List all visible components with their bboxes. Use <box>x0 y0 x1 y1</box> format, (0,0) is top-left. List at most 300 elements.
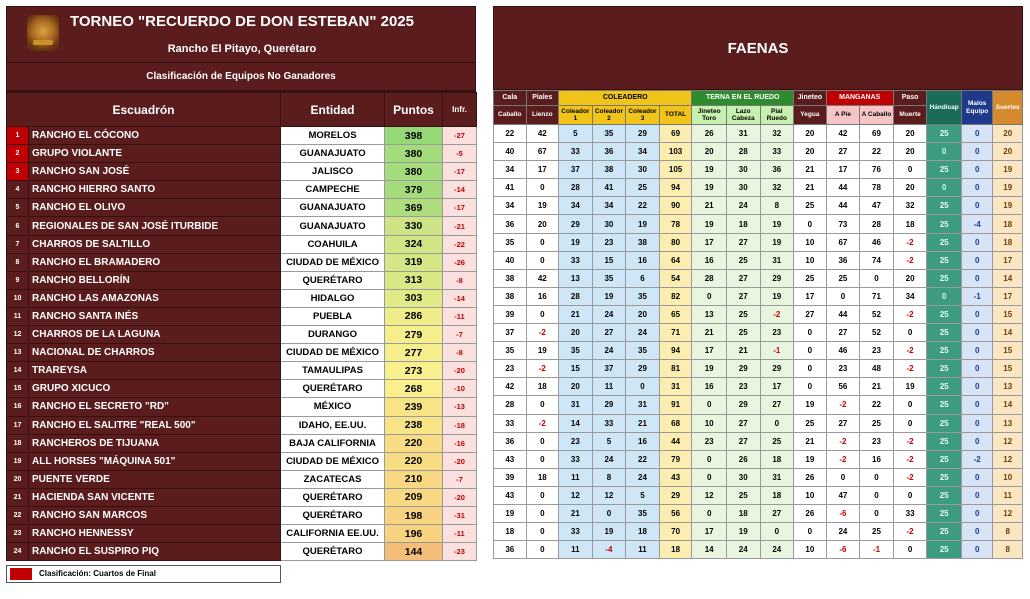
standings-row <box>7 253 477 271</box>
piales-lienzo-cell: 42 <box>526 125 559 143</box>
standings-row <box>7 271 477 289</box>
coleadero-total-cell: 31 <box>659 378 692 396</box>
rank-cell: 13 <box>7 344 29 362</box>
paso-muerte-cell: 19 <box>893 378 927 396</box>
faenas-row <box>494 414 1023 432</box>
mangana-caballo-cell: 0 <box>860 269 894 287</box>
faenas-row <box>494 215 1023 233</box>
paso-muerte-cell: 20 <box>893 269 927 287</box>
team-infracciones: -7 <box>443 470 477 488</box>
coleadero-total-cell: 91 <box>659 396 692 414</box>
tournament-venue: Rancho El Pitayo, Querétaro <box>167 43 317 55</box>
suertes-cell: 19 <box>993 197 1023 215</box>
team-infracciones: -18 <box>443 416 477 434</box>
mangana-pie-cell: -2 <box>826 396 860 414</box>
jineteo-yegua-cell: 25 <box>794 414 827 432</box>
faenas-row <box>494 143 1023 161</box>
coleador-3-cell: 38 <box>626 233 660 251</box>
suertes-cell: 12 <box>993 504 1023 522</box>
mangana-caballo-cell: 52 <box>860 324 894 342</box>
team-puntos: 286 <box>385 307 443 325</box>
pial-ruedo-cell: 8 <box>760 197 794 215</box>
coleadero-total-cell: 68 <box>659 414 692 432</box>
coleador-3-cell: 18 <box>626 523 660 541</box>
piales-lienzo-cell: 0 <box>526 396 559 414</box>
team-infracciones: -16 <box>443 434 477 452</box>
mangana-pie-cell: 25 <box>826 269 860 287</box>
team-puntos: 196 <box>385 525 443 543</box>
pial-ruedo-cell: 18 <box>760 486 794 504</box>
cala-caballo-cell: 18 <box>494 523 527 541</box>
paso-muerte-cell: 0 <box>893 486 927 504</box>
standings-row <box>7 506 477 524</box>
jineteo-toro-cell: 0 <box>692 450 727 468</box>
coleador-3-cell: 25 <box>626 179 660 197</box>
coleador-2-cell: -4 <box>592 541 626 559</box>
cala-caballo-cell: 35 <box>494 233 527 251</box>
rank-cell: 18 <box>7 434 29 452</box>
piales-lienzo-cell: 67 <box>526 143 559 161</box>
team-infracciones: -13 <box>443 398 477 416</box>
team-entidad: CALIFORNIA EE.UU. <box>281 525 385 543</box>
suertes-cell: 14 <box>993 269 1023 287</box>
coleadero-total-cell: 44 <box>659 432 692 450</box>
coleador-2-cell: 33 <box>592 414 626 432</box>
team-name: RANCHO HENNESSY <box>29 525 281 543</box>
coleadero-total-cell: 103 <box>659 143 692 161</box>
malos-equipo-cell: -1 <box>961 287 993 305</box>
standings-row <box>7 199 477 217</box>
malos-equipo-cell: 0 <box>961 161 993 179</box>
coleador-3-cell: 24 <box>626 324 660 342</box>
faenas-row <box>494 305 1023 323</box>
piales-lienzo-cell: 0 <box>526 450 559 468</box>
jineteo-yegua-cell: 0 <box>794 360 827 378</box>
handicap-cell: 25 <box>927 269 962 287</box>
coleador-1-cell: 28 <box>559 287 593 305</box>
coleador-2-cell: 27 <box>592 324 626 342</box>
mangana-pie-cell: 17 <box>826 161 860 179</box>
piales-lienzo-cell: -2 <box>526 414 559 432</box>
cala-caballo-cell: 36 <box>494 215 527 233</box>
team-infracciones: -20 <box>443 488 477 506</box>
coleador-3-cell: 29 <box>626 360 660 378</box>
faenas-row <box>494 251 1023 269</box>
team-name: RANCHO EL BRAMADERO <box>29 253 281 271</box>
coleadero-total-cell: 80 <box>659 233 692 251</box>
coleador-1-cell: 19 <box>559 233 593 251</box>
piales-lienzo-cell: -2 <box>526 360 559 378</box>
hdr-jineteo-bot: Yegua <box>794 106 827 125</box>
paso-muerte-cell: 0 <box>893 396 927 414</box>
coleador-2-cell: 15 <box>592 251 626 269</box>
standings-row <box>7 127 477 145</box>
cala-caballo-cell: 22 <box>494 125 527 143</box>
coleadero-total-cell: 90 <box>659 197 692 215</box>
coleador-2-cell: 37 <box>592 360 626 378</box>
team-name: RANCHO EL SUSPIRO PIQ <box>29 543 281 561</box>
coleador-2-cell: 12 <box>592 486 626 504</box>
hdr-mangana-caballo: A Caballo <box>860 106 894 125</box>
team-entidad: QUERÉTARO <box>281 380 385 398</box>
piales-lienzo-cell: 16 <box>526 287 559 305</box>
jineteo-yegua-cell: 10 <box>794 486 827 504</box>
team-entidad: JALISCO <box>281 163 385 181</box>
paso-muerte-cell: 33 <box>893 504 927 522</box>
mangana-caballo-cell: 23 <box>860 432 894 450</box>
team-entidad: IDAHO, EE.UU. <box>281 416 385 434</box>
mangana-caballo-cell: 46 <box>860 233 894 251</box>
standings-row <box>7 452 477 470</box>
coleador-1-cell: 12 <box>559 486 593 504</box>
jineteo-yegua-cell: 0 <box>794 215 827 233</box>
piales-lienzo-cell: 0 <box>526 486 559 504</box>
jineteo-yegua-cell: 0 <box>794 342 827 360</box>
team-entidad: GUANAJUATO <box>281 145 385 163</box>
piales-lienzo-cell: -2 <box>526 324 559 342</box>
team-puntos: 380 <box>385 145 443 163</box>
standings-row <box>7 217 477 235</box>
team-infracciones: -11 <box>443 525 477 543</box>
coleador-2-cell: 8 <box>592 468 626 486</box>
coleadero-total-cell: 69 <box>659 125 692 143</box>
suertes-cell: 8 <box>993 541 1023 559</box>
standings-row <box>7 181 477 199</box>
standings-row <box>7 163 477 181</box>
suertes-cell: 12 <box>993 450 1023 468</box>
team-name: RANCHO SAN JOSÉ <box>29 163 281 181</box>
hdr-lazo-cabeza: Lazo Cabeza <box>726 106 760 125</box>
jineteo-toro-cell: 17 <box>692 233 727 251</box>
mangana-pie-cell: -2 <box>826 432 860 450</box>
coleador-2-cell: 24 <box>592 305 626 323</box>
coleadero-total-cell: 18 <box>659 541 692 559</box>
coleador-3-cell: 11 <box>626 541 660 559</box>
rank-cell: 3 <box>7 163 29 181</box>
suertes-cell: 15 <box>993 360 1023 378</box>
team-puntos: 144 <box>385 543 443 561</box>
mangana-pie-cell: 27 <box>826 414 860 432</box>
col-infracciones: Infr. <box>443 93 477 127</box>
group-terna: TERNA EN EL RUEDO <box>692 91 794 106</box>
handicap-cell: 25 <box>927 215 962 233</box>
coleador-2-cell: 19 <box>592 287 626 305</box>
team-name: NACIONAL DE CHARROS <box>29 344 281 362</box>
mangana-caballo-cell: 48 <box>860 360 894 378</box>
suertes-cell: 19 <box>993 161 1023 179</box>
coleador-1-cell: 5 <box>559 125 593 143</box>
standings-row <box>7 362 477 380</box>
suertes-cell: 11 <box>993 486 1023 504</box>
handicap-cell: 25 <box>927 197 962 215</box>
faenas-table <box>493 90 1023 559</box>
pial-ruedo-cell: 18 <box>760 450 794 468</box>
pial-ruedo-cell: 36 <box>760 161 794 179</box>
faenas-row <box>494 486 1023 504</box>
coleador-3-cell: 6 <box>626 269 660 287</box>
pial-ruedo-cell: 33 <box>760 143 794 161</box>
jineteo-toro-cell: 13 <box>692 305 727 323</box>
coleador-3-cell: 30 <box>626 161 660 179</box>
malos-equipo-cell: 0 <box>961 378 993 396</box>
lazo-cabeza-cell: 26 <box>726 450 760 468</box>
jineteo-yegua-cell: 0 <box>794 523 827 541</box>
team-infracciones: -8 <box>443 271 477 289</box>
standings-row <box>7 398 477 416</box>
hdr-malos-equipo: Malos Equipo <box>961 91 993 125</box>
malos-equipo-cell: 0 <box>961 523 993 541</box>
mangana-caballo-cell: 16 <box>860 450 894 468</box>
team-puntos: 198 <box>385 506 443 524</box>
mangana-pie-cell: 27 <box>826 143 860 161</box>
mangana-caballo-cell: 22 <box>860 396 894 414</box>
jineteo-toro-cell: 23 <box>692 432 727 450</box>
coleador-2-cell: 36 <box>592 143 626 161</box>
coleador-2-cell: 19 <box>592 523 626 541</box>
handicap-cell: 25 <box>927 504 962 522</box>
pial-ruedo-cell: 29 <box>760 360 794 378</box>
coleadero-total-cell: 64 <box>659 251 692 269</box>
coleadero-total-cell: 56 <box>659 504 692 522</box>
coleador-2-cell: 24 <box>592 342 626 360</box>
coleadero-total-cell: 81 <box>659 360 692 378</box>
coleador-1-cell: 20 <box>559 378 593 396</box>
rank-cell: 20 <box>7 470 29 488</box>
cala-caballo-cell: 36 <box>494 432 527 450</box>
rank-cell: 11 <box>7 307 29 325</box>
coleador-3-cell: 16 <box>626 251 660 269</box>
coleador-1-cell: 14 <box>559 414 593 432</box>
mangana-caballo-cell: 22 <box>860 143 894 161</box>
coleador-3-cell: 35 <box>626 504 660 522</box>
malos-equipo-cell: 0 <box>961 541 993 559</box>
paso-muerte-cell: -2 <box>893 468 927 486</box>
coleadero-total-cell: 65 <box>659 305 692 323</box>
standings-row <box>7 145 477 163</box>
coleador-1-cell: 31 <box>559 396 593 414</box>
team-entidad: ZACATECAS <box>281 470 385 488</box>
section-title: Clasificación de Equipos No Ganadores <box>7 63 475 91</box>
jineteo-yegua-cell: 19 <box>794 396 827 414</box>
suertes-cell: 19 <box>993 179 1023 197</box>
mangana-caballo-cell: 76 <box>860 161 894 179</box>
team-infracciones: -20 <box>443 452 477 470</box>
team-infracciones: -10 <box>443 380 477 398</box>
malos-equipo-cell: 0 <box>961 251 993 269</box>
malos-equipo-cell: -2 <box>961 450 993 468</box>
piales-lienzo-cell: 17 <box>526 161 559 179</box>
coleador-2-cell: 38 <box>592 161 626 179</box>
lazo-cabeza-cell: 21 <box>726 342 760 360</box>
mangana-pie-cell: 44 <box>826 305 860 323</box>
team-name: CHARROS DE LA LAGUNA <box>29 326 281 344</box>
handicap-cell: 25 <box>927 378 962 396</box>
mangana-caballo-cell: 28 <box>860 215 894 233</box>
team-entidad: COAHUILA <box>281 235 385 253</box>
coleador-2-cell: 35 <box>592 269 626 287</box>
piales-lienzo-cell: 18 <box>526 378 559 396</box>
standings-header <box>6 6 476 92</box>
mangana-pie-cell: -6 <box>826 541 860 559</box>
pial-ruedo-cell: 31 <box>760 468 794 486</box>
cala-caballo-cell: 34 <box>494 197 527 215</box>
faenas-row <box>494 541 1023 559</box>
lazo-cabeza-cell: 19 <box>726 523 760 541</box>
jineteo-toro-cell: 17 <box>692 523 727 541</box>
pial-ruedo-cell: 27 <box>760 396 794 414</box>
coleador-2-cell: 0 <box>592 504 626 522</box>
pial-ruedo-cell: -1 <box>760 342 794 360</box>
handicap-cell: 25 <box>927 396 962 414</box>
faenas-title: FAENAS <box>493 6 1023 90</box>
handicap-cell: 25 <box>927 523 962 541</box>
team-entidad: QUERÉTARO <box>281 506 385 524</box>
mangana-pie-cell: 47 <box>826 486 860 504</box>
rank-cell: 4 <box>7 181 29 199</box>
coleador-2-cell: 34 <box>592 197 626 215</box>
team-name: PUENTE VERDE <box>29 470 281 488</box>
faenas-row <box>494 450 1023 468</box>
paso-muerte-cell: -2 <box>893 360 927 378</box>
malos-equipo-cell: 0 <box>961 432 993 450</box>
lazo-cabeza-cell: 24 <box>726 197 760 215</box>
cala-caballo-cell: 37 <box>494 324 527 342</box>
mangana-caballo-cell: 0 <box>860 468 894 486</box>
rank-cell: 2 <box>7 145 29 163</box>
team-entidad: TAMAULIPAS <box>281 362 385 380</box>
mangana-caballo-cell: 69 <box>860 125 894 143</box>
jineteo-toro-cell: 19 <box>692 360 727 378</box>
faenas-row <box>494 161 1023 179</box>
coleador-1-cell: 28 <box>559 179 593 197</box>
piales-lienzo-cell: 0 <box>526 432 559 450</box>
coleador-1-cell: 33 <box>559 251 593 269</box>
jineteo-yegua-cell: 27 <box>794 305 827 323</box>
hdr-pial-ruedo: Pial Ruedo <box>760 106 794 125</box>
suertes-cell: 15 <box>993 342 1023 360</box>
rank-cell: 12 <box>7 326 29 344</box>
coleador-2-cell: 29 <box>592 396 626 414</box>
cala-caballo-cell: 40 <box>494 251 527 269</box>
suertes-cell: 14 <box>993 396 1023 414</box>
rank-cell: 19 <box>7 452 29 470</box>
rank-cell: 9 <box>7 271 29 289</box>
col-entidad: Entidad <box>281 93 385 127</box>
team-infracciones: -21 <box>443 217 477 235</box>
hdr-piales-bot: Lienzo <box>526 106 559 125</box>
team-puntos: 379 <box>385 181 443 199</box>
team-entidad: CIUDAD DE MÉXICO <box>281 452 385 470</box>
team-name: RANCHO EL OLIVO <box>29 199 281 217</box>
jineteo-yegua-cell: 25 <box>794 197 827 215</box>
paso-muerte-cell: 0 <box>893 541 927 559</box>
lazo-cabeza-cell: 30 <box>726 161 760 179</box>
mangana-pie-cell: 56 <box>826 378 860 396</box>
standings-row <box>7 235 477 253</box>
suertes-cell: 13 <box>993 414 1023 432</box>
cala-caballo-cell: 43 <box>494 486 527 504</box>
lazo-cabeza-cell: 27 <box>726 287 760 305</box>
hdr-jineteo-top: Jineteo <box>794 91 827 106</box>
mangana-caballo-cell: 23 <box>860 342 894 360</box>
malos-equipo-cell: 0 <box>961 486 993 504</box>
cala-caballo-cell: 34 <box>494 161 527 179</box>
team-name: RANCHO HIERRO SANTO <box>29 181 281 199</box>
coleador-3-cell: 5 <box>626 486 660 504</box>
standings-row <box>7 543 477 561</box>
coleador-1-cell: 11 <box>559 541 593 559</box>
team-puntos: 279 <box>385 326 443 344</box>
lazo-cabeza-cell: 25 <box>726 486 760 504</box>
malos-equipo-cell: 0 <box>961 143 993 161</box>
faenas-row <box>494 324 1023 342</box>
group-manganas: MANGANAS <box>826 91 893 106</box>
team-name: TRAREYSA <box>29 362 281 380</box>
mangana-caballo-cell: 47 <box>860 197 894 215</box>
coleador-1-cell: 13 <box>559 269 593 287</box>
jineteo-yegua-cell: 0 <box>794 324 827 342</box>
hdr-coleador-3: Coleador 3 <box>626 106 660 125</box>
handicap-cell: 0 <box>927 143 962 161</box>
piales-lienzo-cell: 0 <box>526 305 559 323</box>
team-name: HACIENDA SAN VICENTE <box>29 488 281 506</box>
team-name: ALL HORSES "MÁQUINA 501" <box>29 452 281 470</box>
paso-muerte-cell: 0 <box>893 414 927 432</box>
team-puntos: 277 <box>385 344 443 362</box>
lazo-cabeza-cell: 27 <box>726 432 760 450</box>
team-name: RANCHO EL CÓCONO <box>29 127 281 145</box>
paso-muerte-cell: -2 <box>893 342 927 360</box>
piales-lienzo-cell: 42 <box>526 269 559 287</box>
pial-ruedo-cell: 23 <box>760 324 794 342</box>
handicap-cell: 25 <box>927 468 962 486</box>
coleador-3-cell: 22 <box>626 197 660 215</box>
handicap-cell: 25 <box>927 161 962 179</box>
jineteo-yegua-cell: 20 <box>794 125 827 143</box>
team-puntos: 238 <box>385 416 443 434</box>
team-entidad: CIUDAD DE MÉXICO <box>281 344 385 362</box>
team-entidad: HIDALGO <box>281 289 385 307</box>
coleador-1-cell: 34 <box>559 197 593 215</box>
paso-muerte-cell: 32 <box>893 197 927 215</box>
team-entidad: CIUDAD DE MÉXICO <box>281 253 385 271</box>
team-puntos: 369 <box>385 199 443 217</box>
team-puntos: 268 <box>385 380 443 398</box>
coleador-3-cell: 35 <box>626 287 660 305</box>
team-name: REGIONALES DE SAN JOSÉ ITURBIDE <box>29 217 281 235</box>
coleador-3-cell: 34 <box>626 143 660 161</box>
piales-lienzo-cell: 18 <box>526 468 559 486</box>
coleador-2-cell: 24 <box>592 450 626 468</box>
jineteo-toro-cell: 0 <box>692 504 727 522</box>
lazo-cabeza-cell: 25 <box>726 251 760 269</box>
piales-lienzo-cell: 0 <box>526 251 559 269</box>
coleadero-total-cell: 70 <box>659 523 692 541</box>
legend-swatch <box>10 568 32 580</box>
handicap-cell: 0 <box>927 287 962 305</box>
malos-equipo-cell: 0 <box>961 305 993 323</box>
suertes-cell: 15 <box>993 305 1023 323</box>
mangana-pie-cell: 73 <box>826 215 860 233</box>
coleador-3-cell: 21 <box>626 414 660 432</box>
malos-equipo-cell: 0 <box>961 125 993 143</box>
cala-caballo-cell: 28 <box>494 396 527 414</box>
coleador-3-cell: 24 <box>626 468 660 486</box>
lazo-cabeza-cell: 27 <box>726 269 760 287</box>
suertes-cell: 13 <box>993 378 1023 396</box>
cala-caballo-cell: 35 <box>494 342 527 360</box>
pial-ruedo-cell: -2 <box>760 305 794 323</box>
